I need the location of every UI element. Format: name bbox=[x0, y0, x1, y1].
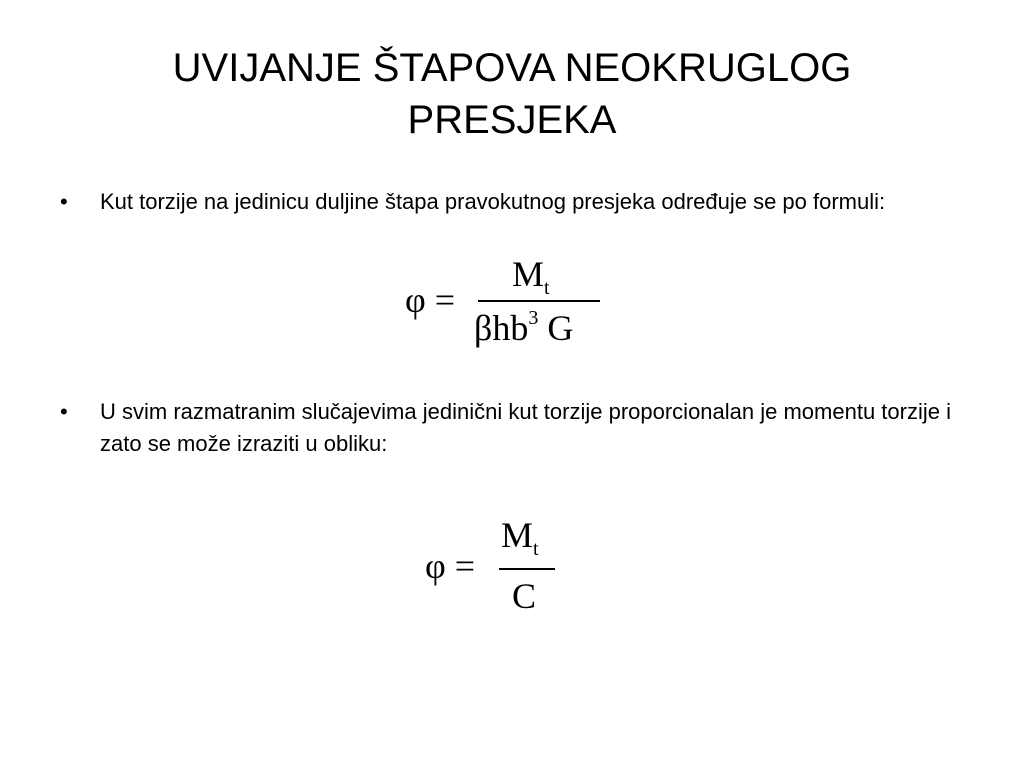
slide-title bbox=[60, 42, 964, 146]
formula-torsion-angle-rectangular bbox=[405, 253, 605, 353]
denominator-part-b: G bbox=[538, 308, 574, 348]
bullet-text: U svim razmatranim slučajevima jedinični kut torzije proporcionalan je momentu torzije i zato se može izraziti u obliku: bbox=[100, 399, 951, 456]
formula-numerator bbox=[512, 253, 550, 299]
slide-title-line-1: UVIJANJE ŠTAPOVA NEOKRUGLOG bbox=[172, 46, 852, 90]
numerator-symbol: M bbox=[501, 515, 534, 555]
denominator-part-a: βhb bbox=[474, 308, 529, 348]
formula-numerator bbox=[501, 514, 539, 560]
slide-title-line-2: PRESJEKA bbox=[407, 98, 617, 142]
bullet-marker: • bbox=[60, 189, 68, 214]
numerator-symbol: M bbox=[512, 254, 545, 294]
formula-lhs: φ = bbox=[425, 546, 476, 586]
numerator-subscript: t bbox=[544, 277, 550, 299]
denominator-exponent: 3 bbox=[528, 307, 539, 329]
fraction-bar bbox=[499, 568, 555, 570]
bullet-text: Kut torzije na jedinicu duljine štapa pravokutnog presjeka određuje se po formuli: bbox=[100, 189, 886, 214]
formula-lhs: φ = bbox=[405, 280, 456, 320]
formula-denominator bbox=[474, 307, 573, 349]
bullet-marker: • bbox=[60, 399, 68, 424]
formula-torsion-angle-general bbox=[425, 513, 575, 618]
fraction-bar bbox=[478, 300, 600, 302]
numerator-subscript: t bbox=[533, 538, 539, 560]
formula-denominator: C bbox=[512, 576, 537, 616]
